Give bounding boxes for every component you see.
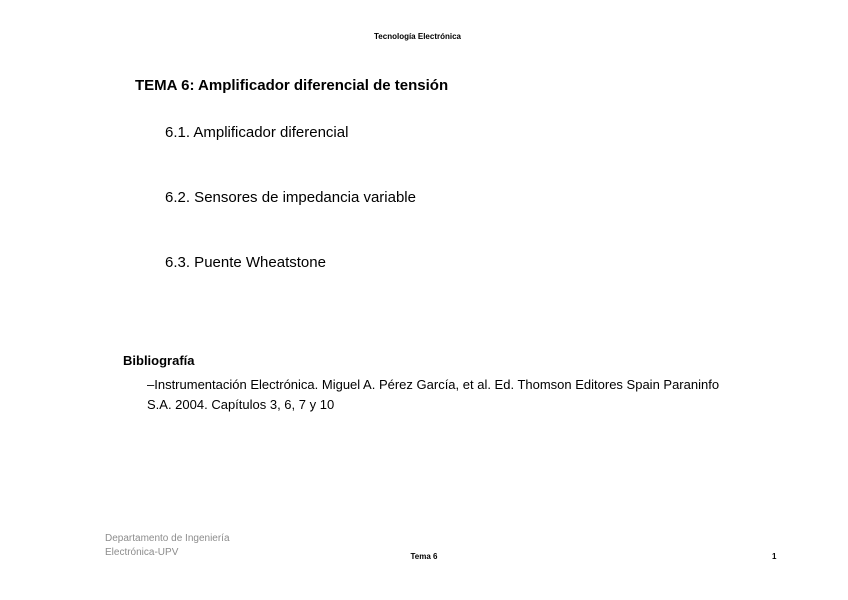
slide-title: TEMA 6: Amplificador diferencial de tensión	[135, 77, 449, 94]
page-number: 1	[772, 552, 777, 561]
footer-department: Departamento de Ingeniería Electrónica-UPV	[105, 533, 230, 558]
section-item-6-2: 6.2. Sensores de impedancia variable	[165, 189, 416, 206]
bibliography-entry: –Instrumentación Electrónica. Miguel A. Pérez García, et al. Ed. Thomson Editores Spain Paraninfo S.A. 2004. Capítulos 3, 6, 7 y 10	[147, 377, 720, 412]
section-item-6-1: 6.1. Amplificador diferencial	[165, 124, 349, 141]
footer-topic: Tema 6	[410, 552, 438, 561]
section-item-6-3: 6.3. Puente Wheatstone	[165, 254, 326, 271]
slide-header-title: Tecnología Electrónica	[374, 32, 461, 41]
bibliography-heading: Bibliografía	[123, 353, 195, 368]
